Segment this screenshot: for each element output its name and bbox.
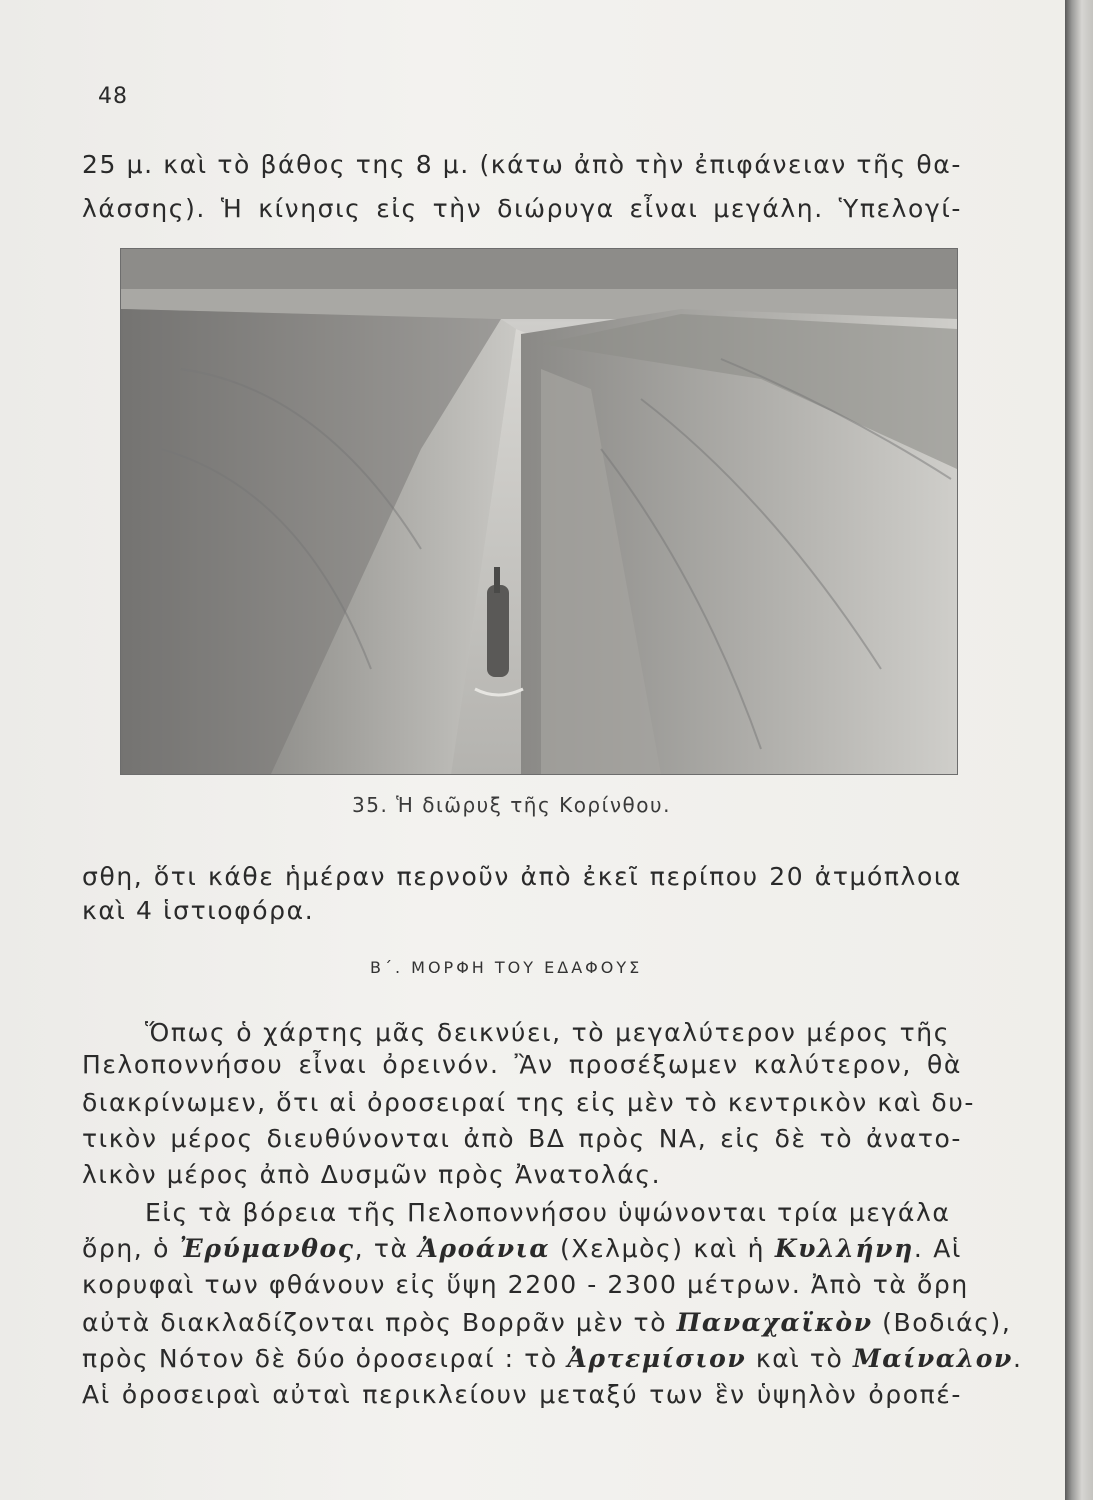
text-run: , τὰ	[354, 1234, 419, 1263]
text-line: Πελοποννήσου εἶναι ὀρεινόν. Ἂν προσέξωμεν καλύτερον, θὰ	[82, 1050, 962, 1079]
book-spine	[1065, 0, 1093, 1500]
text-line: σθη, ὅτι κάθε ἡμέραν περνοῦν ἀπὸ ἐκεῖ περίπου 20 ἀτμόπλοια	[82, 862, 962, 891]
corinth-canal-photo	[120, 248, 958, 775]
figure-caption: 35. Ἡ διῶρυξ τῆς Κορίνθου.	[352, 793, 671, 817]
mountain-name: Ἀροάνια	[418, 1234, 551, 1263]
page-number: 48	[98, 84, 128, 109]
text-line: Εἰς τὰ βόρεια τῆς Πελοποννήσου ὑψώνονται τρία μεγάλα	[145, 1198, 951, 1227]
mountain-name: Ἀρτεμίσιον	[567, 1344, 747, 1373]
text-line: Ὅπως ὁ χάρτης μᾶς δεικνύει, τὸ μεγαλύτερον μέρος τῆς	[145, 1018, 950, 1047]
text-run: . Αἱ	[913, 1234, 962, 1263]
text-line	[82, 1344, 1023, 1373]
canal-illustration	[121, 249, 957, 774]
text-run: ὄρη, ὁ	[82, 1234, 180, 1263]
ship-icon	[487, 585, 509, 677]
text-run: καὶ τὸ	[746, 1344, 854, 1373]
mountain-name: Παναχαϊκὸν	[676, 1308, 873, 1337]
text-run: αὐτὰ διακλαδίζονται πρὸς Βορρᾶν μὲν τὸ	[82, 1308, 677, 1337]
text-line: κορυφαὶ των φθάνουν εἰς ὕψη 2200 - 2300 μέτρων. Ἀπὸ τὰ ὄρη	[82, 1270, 969, 1299]
section-heading: Β΄. ΜΟΡΦΗ ΤΟΥ ΕΔΑΦΟΥΣ	[370, 958, 643, 977]
text-line: Αἱ ὀροσειραὶ αὐταὶ περικλείουν μεταξύ των ἓν ὑψηλὸν ὀροπέ-	[82, 1380, 962, 1409]
text-run: (Βοδιάς),	[872, 1308, 1012, 1337]
text-line: διακρίνωμεν, ὅτι αἱ ὀροσειραί της εἰς μὲν τὸ κεντρικὸν καὶ δυ-	[82, 1088, 976, 1117]
mountain-name: Μαίναλον	[853, 1344, 1013, 1373]
text-line: 25 μ. καὶ τὸ βάθος της 8 μ. (κάτω ἀπὸ τὴν ἐπιφάνειαν τῆς θα-	[82, 150, 962, 179]
text-line	[82, 1308, 1012, 1337]
text-run: (Χελμὸς) καὶ ἡ	[550, 1234, 775, 1263]
mountain-name: Ἐρύμανθος	[179, 1234, 355, 1263]
text-line: καὶ 4 ἱστιοφόρα.	[82, 896, 315, 925]
text-line: λικὸν μέρος ἀπὸ Δυσμῶν πρὸς Ἀνατολάς.	[82, 1160, 662, 1189]
mountain-name: Κυλλήνη	[774, 1234, 914, 1263]
text-run: πρὸς Νότον δὲ δύο ὀροσειραί : τὸ	[82, 1344, 568, 1373]
text-line	[82, 1236, 962, 1261]
text-run: .	[1012, 1344, 1023, 1373]
text-line: τικὸν μέρος διευθύνονται ἀπὸ ΒΔ πρὸς ΝΑ, εἰς δὲ τὸ ἀνατο-	[82, 1124, 962, 1153]
text-line: λάσσης). Ἡ κίνησις εἰς τὴν διώρυγα εἶναι μεγάλη. Ὑπελογί-	[82, 194, 962, 223]
